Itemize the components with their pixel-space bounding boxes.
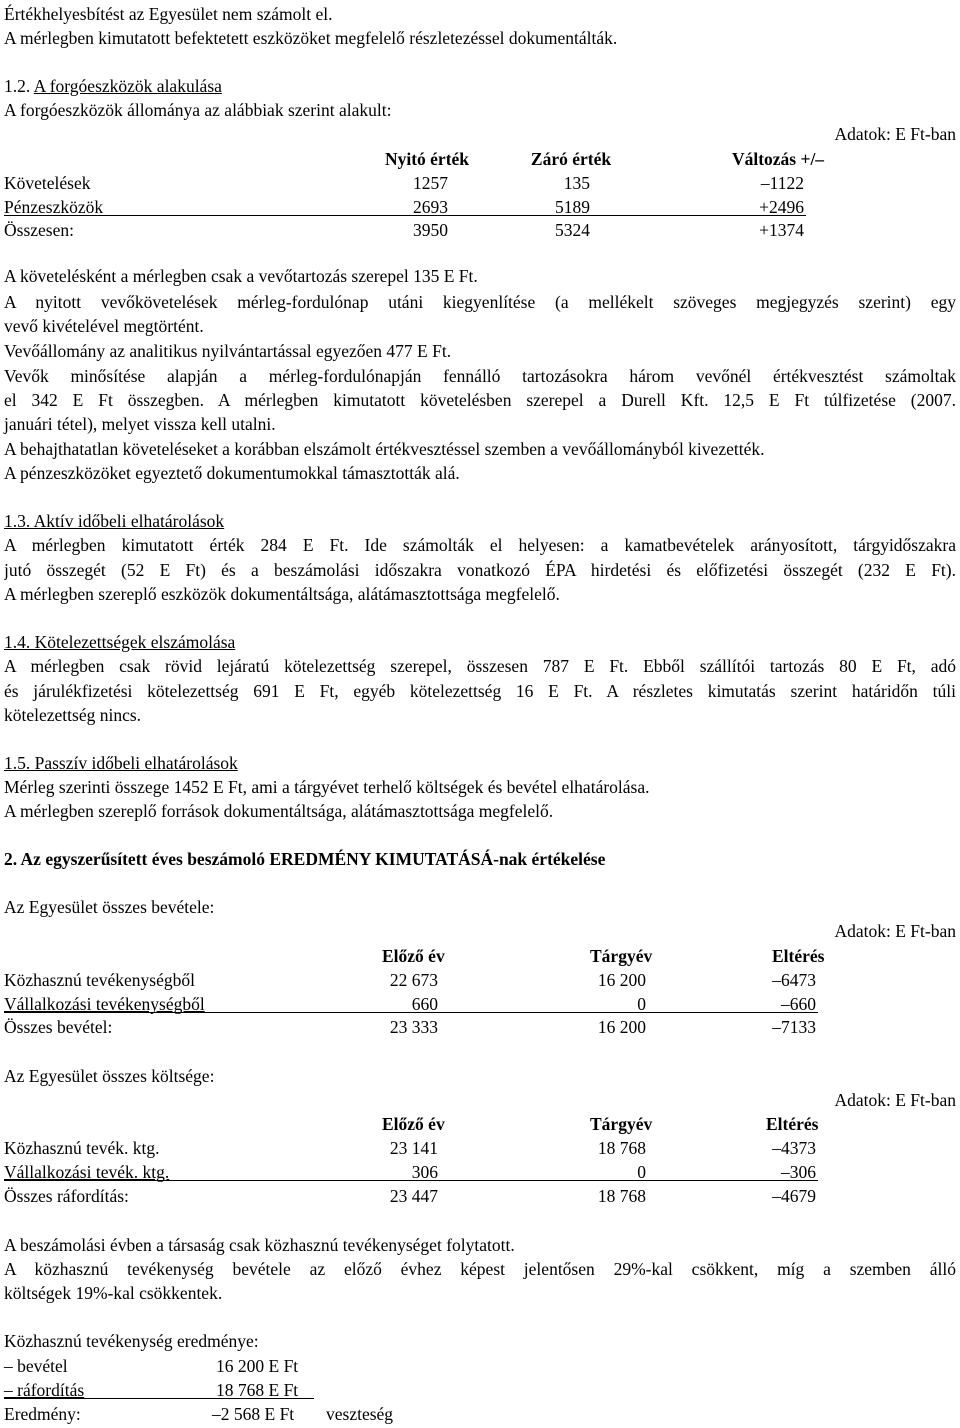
col-header-change: Változás +/–: [731, 149, 825, 169]
row-curr: 18 768: [597, 1138, 646, 1158]
intro-line-2: A mérlegben kimutatott befektetett eszközöket megfelelő részletezéssel dokumentálták.: [4, 28, 618, 48]
unit-label: Adatok: E Ft-ban: [834, 1090, 956, 1110]
col-header-curr: Tárgyév: [590, 1114, 653, 1134]
section-title: A forgóeszközök alakulása: [33, 76, 222, 96]
row-change: +2496: [759, 197, 804, 217]
section-1-4-heading: 1.4. Kötelezettségek elszámolása: [4, 632, 236, 652]
row-diff: –6473: [772, 970, 816, 990]
paragraph-line: A nyitott vevőkövetelések mérleg-fordulónap utáni kiegyenlítése (a mellékelt szöveges megjegyzés szerint) egy: [4, 292, 956, 312]
unit-label: Adatok: E Ft-ban: [834, 124, 956, 144]
row-diff: –660: [781, 994, 816, 1014]
row-prev: 306: [411, 1162, 438, 1182]
paragraph-line: A behajthatatlan követeléseket a korábban elszámolt értékvesztéssel szemben a vevőállományból kivezették.: [4, 439, 765, 459]
section-1-3-heading: 1.3. Aktív időbeli elhatárolások: [4, 511, 225, 531]
row-diff: –4373: [772, 1138, 816, 1158]
section-1-5-heading: 1.5. Passzív időbeli elhatárolások: [4, 753, 238, 773]
col-header-curr: Tárgyév: [590, 946, 653, 966]
result-value: 16 200 E Ft: [216, 1356, 299, 1376]
result-label: – bevétel: [4, 1356, 68, 1376]
paragraph-line: el 342 E Ft összegben. A mérlegben kimutatott követelésben szerepel a Durell Kft. 12,5 E Ft túlfizetése (2007.: [4, 390, 956, 410]
col-header-open: Nyitó érték: [384, 149, 470, 169]
paragraph-line: kötelezettség nincs.: [4, 705, 142, 725]
row-label: Követelések: [4, 173, 91, 193]
paragraph-line: januári tétel), melyet vissza kell utalni.: [4, 414, 276, 434]
row-close: 5324: [555, 220, 590, 240]
row-open: 3950: [413, 220, 448, 240]
row-change: –1122: [760, 173, 804, 193]
row-label: Vállalkozási tevékenységből: [4, 994, 205, 1014]
col-header-diff: Eltérés: [766, 1114, 819, 1134]
unit-label: Adatok: E Ft-ban: [834, 921, 956, 941]
row-label: Vállalkozási tevék. ktg.: [4, 1162, 170, 1182]
paragraph-line: Mérleg szerinti összege 1452 E Ft, ami a tárgyévet terhelő költségek és bevétel elhatárolása.: [4, 777, 650, 797]
row-diff: –306: [781, 1162, 816, 1182]
intro-line-1: Értékhelyesbítést az Egyesület nem számolt el.: [4, 4, 333, 24]
row-prev: 23 447: [389, 1186, 438, 1206]
paragraph-line: Vevők minősítése alapján a mérleg-fordulónapján fennálló tartozásokra három vevőnél értékvesztést számoltak: [4, 366, 956, 386]
table-rule: [4, 1012, 818, 1013]
row-close: 5189: [555, 197, 590, 217]
paragraph-line: A közhasznú tevékenység bevétele az előző évhez képest jelentősen 29%-kal csökkent, míg a szemben álló: [4, 1259, 956, 1279]
row-curr: 0: [637, 994, 646, 1014]
row-diff: –7133: [772, 1017, 816, 1037]
paragraph-line: A mérlegben kimutatott érték 284 E Ft. Ide számolták el helyesen: a kamatbevételek arányosított, tárgyidőszakra: [4, 535, 956, 555]
costs-caption: Az Egyesület összes költsége:: [4, 1066, 215, 1086]
row-label: Összes ráfordítás:: [4, 1186, 129, 1206]
paragraph-line: A beszámolási évben a társaság csak közhasznú tevékenységet folytatott.: [4, 1235, 515, 1255]
section-2-heading: 2. Az egyszerűsített éves beszámoló EREDMÉNY KIMUTATÁSÁ-nak értékelése: [4, 849, 606, 869]
row-label: Közhasznú tevékenységből: [4, 970, 195, 990]
row-curr: 16 200: [597, 1017, 646, 1037]
paragraph-line: A pénzeszközöket egyeztető dokumentumokkal támasztották alá.: [4, 463, 460, 483]
row-open: 1257: [413, 173, 448, 193]
section-number: 1.2.: [4, 76, 31, 96]
row-prev: 23 141: [389, 1138, 438, 1158]
col-header-close: Záró érték: [530, 149, 612, 169]
paragraph-line: Vevőállomány az analitikus nyilvántartással egyezően 477 E Ft.: [4, 341, 452, 361]
result-value: 18 768 E Ft: [216, 1380, 299, 1400]
row-open: 2693: [413, 197, 448, 217]
row-curr: 0: [637, 1162, 646, 1182]
row-prev: 23 333: [389, 1017, 438, 1037]
row-prev: 660: [411, 994, 438, 1014]
col-header-prev: Előző év: [382, 946, 445, 966]
row-diff: –4679: [772, 1186, 816, 1206]
paragraph-line: és járulékfizetési kötelezettség 691 E Ft, egyéb kötelezettség 16 E Ft. A részletes kimutatás szerint határidőn túli: [4, 681, 956, 701]
section-1-2-heading: [4, 76, 222, 96]
row-prev: 22 673: [389, 970, 438, 990]
paragraph-line: A mérlegben szereplő eszközök dokumentáltsága, alátámasztottsága megfelelő.: [4, 584, 560, 604]
result-rule: [4, 1398, 314, 1399]
table-rule: [4, 1180, 818, 1181]
paragraph-line: költségek 19%-kal csökkentek.: [4, 1283, 223, 1303]
result-label: Eredmény:: [4, 1404, 81, 1424]
row-curr: 16 200: [597, 970, 646, 990]
row-close: 135: [563, 173, 590, 193]
row-label: Közhasznú tevék. ktg.: [4, 1138, 160, 1158]
paragraph-line: A mérlegben csak rövid lejáratú kötelezettség szerepel, összesen 787 E Ft. Ebből szállítói tartozás 80 E Ft, adó: [4, 656, 956, 676]
row-curr: 18 768: [597, 1186, 646, 1206]
paragraph-line: A követelésként a mérlegben csak a vevőtartozás szerepel 135 E Ft.: [4, 266, 478, 286]
table-rule: [4, 215, 806, 216]
col-header-prev: Előző év: [382, 1114, 445, 1134]
result-label: – ráfordítás: [4, 1380, 85, 1400]
section-1-2-subtitle: A forgóeszközök állománya az alábbiak szerint alakult:: [4, 100, 392, 120]
paragraph-line: jutó összegét (52 E Ft) és a beszámolási időszakra vonatkozó ÉPA hirdetési és előfizetési összegét (232 E Ft).: [4, 560, 956, 580]
row-label: Pénzeszközök: [4, 197, 104, 217]
row-label: Összesen:: [4, 220, 74, 240]
row-change: +1374: [759, 220, 804, 240]
result-caption: Közhasznú tevékenység eredménye:: [4, 1331, 259, 1351]
col-header-diff: Eltérés: [772, 946, 825, 966]
paragraph-line: vevő kivételével megtörtént.: [4, 316, 204, 336]
row-label: Összes bevétel:: [4, 1017, 113, 1037]
revenue-caption: Az Egyesület összes bevétele:: [4, 897, 215, 917]
result-value: –2 568 E Ft: [212, 1404, 295, 1424]
paragraph-line: A mérlegben szereplő források dokumentáltsága, alátámasztottsága megfelelő.: [4, 801, 554, 821]
result-note: veszteség: [326, 1404, 394, 1424]
